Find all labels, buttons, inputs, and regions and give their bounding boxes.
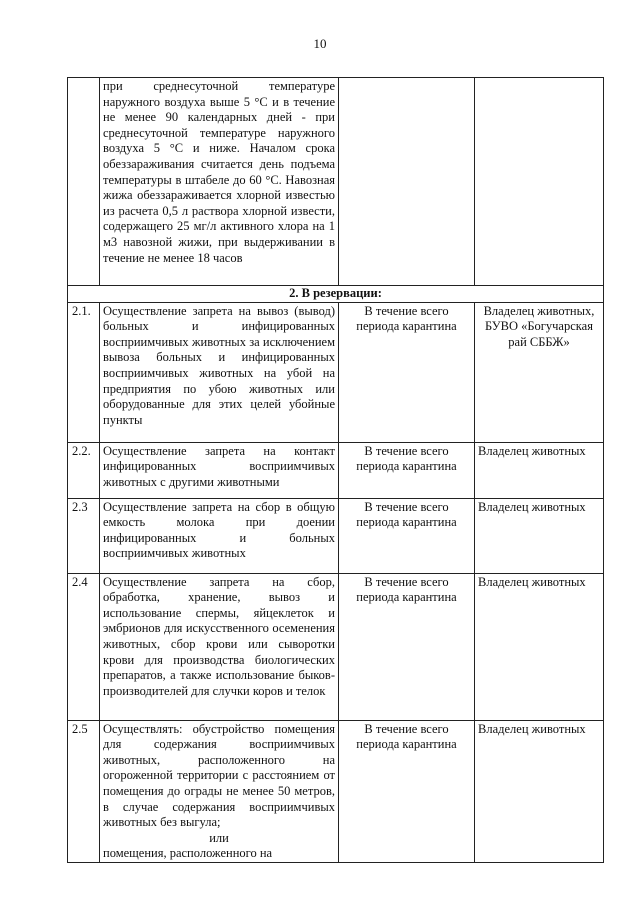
row-number: 2.1. [68, 302, 100, 442]
table-row [68, 302, 604, 442]
row-responsible: Владелец животных [475, 442, 604, 498]
row-action [100, 720, 339, 862]
row-action: Осуществление запрета на сбор, обработка, хранение, вывоз и использование спермы, яйцеклеток и эмбрионов для искусственного осеменения животных, сбор крови или сыворотки крови для производства биологических препаратов, а также использование быков-производителей для случки коров и телок [100, 573, 339, 720]
row-term: В течение всего периода карантина [339, 442, 475, 498]
measures-table [67, 77, 604, 863]
section-header-row [68, 286, 604, 303]
row-number: 2.5 [68, 720, 100, 862]
row-number: 2.4 [68, 573, 100, 720]
action-part-1: Осуществлять: обустройство помещения для содержания восприимчивых животных, расположенного на огороженной территории с расстоянием от помещения до ограды не менее 50 метров, в случае содержания восприимчивых животных без выгула; [103, 721, 335, 830]
row-responsible: Владелец животных [475, 498, 604, 573]
row-term: В течение всего периода карантина [339, 498, 475, 573]
row-action: Осуществление запрета на контакт инфицированных восприимчивых животных с другими животными [100, 442, 339, 498]
table-row [68, 573, 604, 720]
row-term: В течение всего периода карантина [339, 573, 475, 720]
table-row-continuation [68, 78, 604, 286]
row-action: Осуществление запрета на сбор в общую емкость молока при доении инфицированных и больных восприимчивых животных [100, 498, 339, 573]
row-term: В течение всего периода карантина [339, 302, 475, 442]
table-row [68, 720, 604, 862]
row-responsible: Владелец животных, БУВО «Богучарская рай СББЖ» [475, 302, 604, 442]
section-title: 2. В резервации: [68, 286, 604, 303]
cell-responsible [475, 78, 604, 286]
page-number: 10 [313, 36, 327, 51]
continuation-text: при среднесуточной температуре наружного воздуха выше 5 °С и в течение не менее 90 календарных дней - при среднесуточной температуре наружного воздуха 5 °С и ниже. Началом срока обеззараживания считается день подъема температуры в штабеле до 60 °С. Навозная жижа обеззараживается хлорной известью из расчета 0,5 л раствора хлорной извести, содержащего 25 мг/л активного хлора на 1 м3 навозной жижи, при выдерживании в течение не менее 18 часов [103, 79, 335, 265]
row-responsible: Владелец животных [475, 720, 604, 862]
action-part-2: помещения, расположенного на [103, 846, 273, 861]
table-row [68, 498, 604, 573]
row-term: В течение всего периода карантина [339, 720, 475, 862]
cell-action [100, 78, 339, 286]
cell-num [68, 78, 100, 286]
cell-term [339, 78, 475, 286]
row-number: 2.3 [68, 498, 100, 573]
row-action: Осуществление запрета на вывоз (вывод) больных и инфицированных восприимчивых животных за исключением вывоза больных и инфицированных восприимчивых животных на убой на предприятия по убою животных или оборудованные для этих целей убойные пункты [100, 302, 339, 442]
action-or: или [209, 830, 229, 845]
table-row [68, 442, 604, 498]
row-number: 2.2. [68, 442, 100, 498]
row-responsible: Владелец животных [475, 573, 604, 720]
